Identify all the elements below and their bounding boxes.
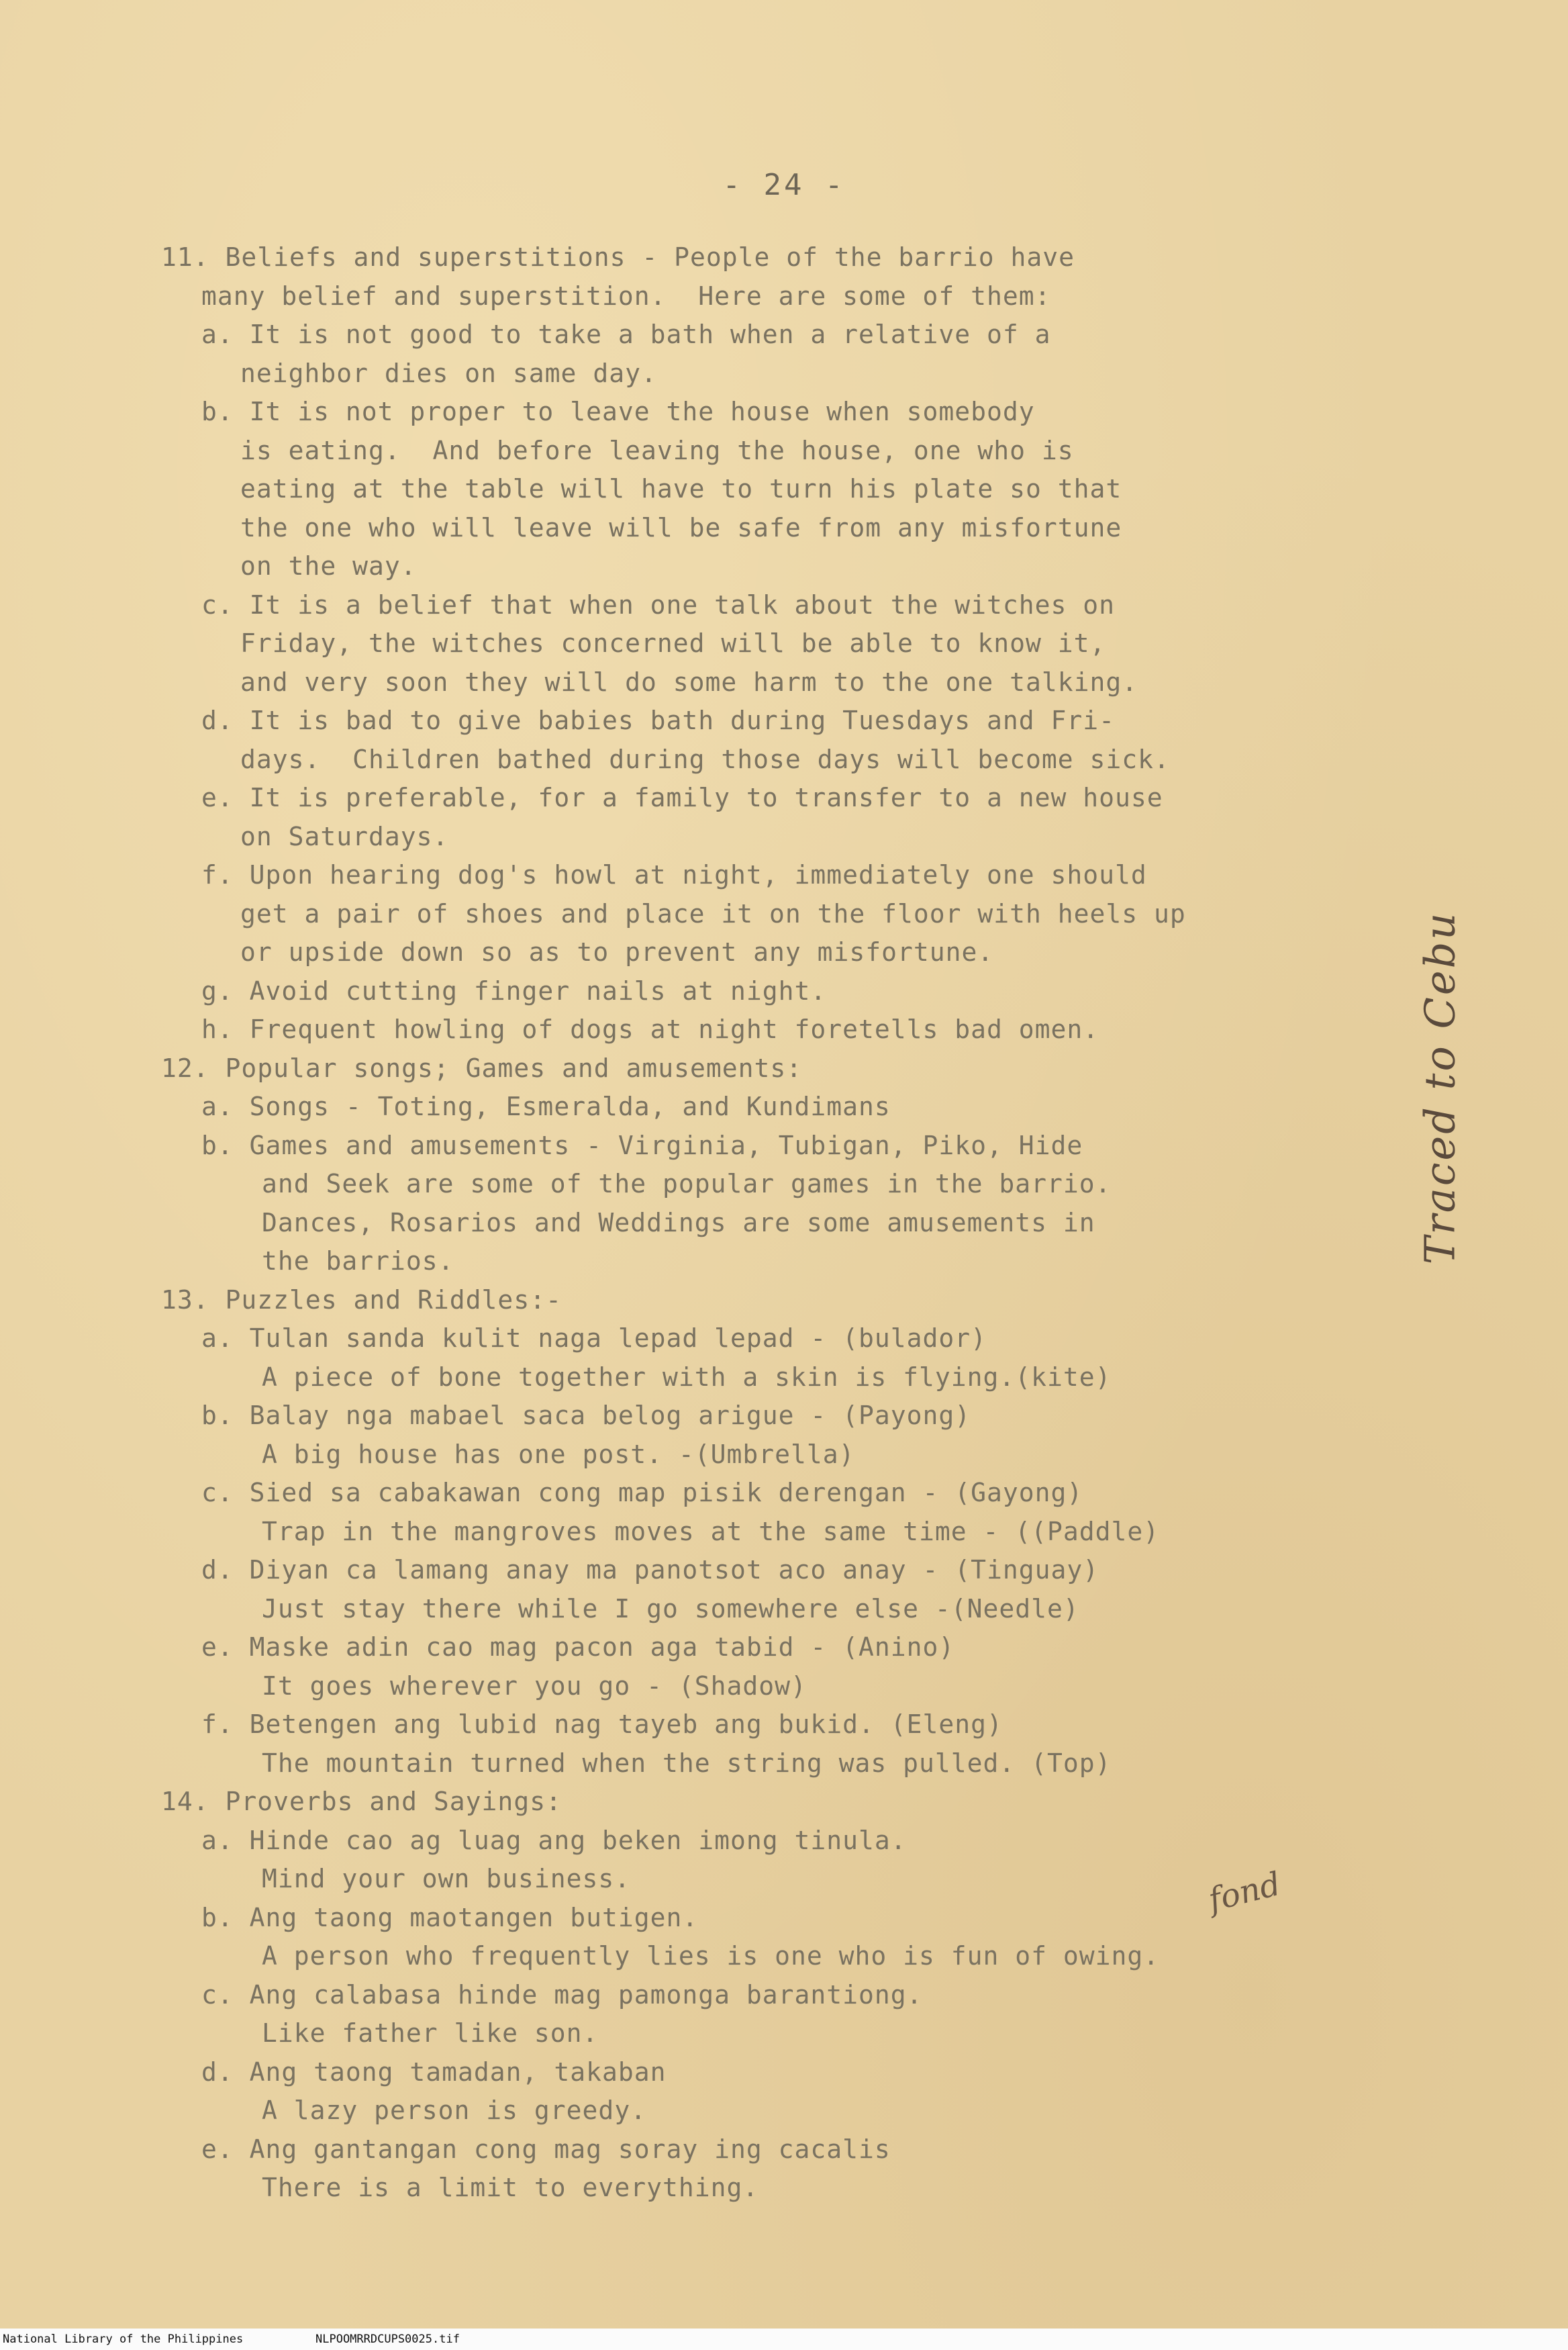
text-line: the one who will leave will be safe from any misfortune <box>240 512 1122 543</box>
text-line: c. Sied sa cabakawan cong map pisik derengan - (Gayong) <box>201 1478 1083 1507</box>
text-line: the barrios. <box>262 1246 454 1276</box>
text-line: d. Ang taong tamadan, takaban <box>201 2057 667 2087</box>
text-line: b. Balay nga mabael saca belog arigue - (Payong) <box>201 1401 971 1430</box>
section-heading: 11. Beliefs and superstitions - People of the barrio have <box>161 242 1075 272</box>
text-line: or upside down so as to prevent any misfortune. <box>240 937 994 967</box>
footer-source: National Library of the Philippines <box>3 2333 244 2346</box>
text-line: b. It is not proper to leave the house when somebody <box>201 397 1035 426</box>
text-line: Friday, the witches concerned will be able to know it, <box>240 628 1106 658</box>
margin-note-text: Traced to Cebu <box>1415 910 1465 1265</box>
text-line: many belief and superstition. Here are some of them: <box>201 281 1051 311</box>
text-line: Just stay there while I go somewhere else -(Needle) <box>262 1593 1079 1624</box>
text-line: A big house has one post. -(Umbrella) <box>262 1439 855 1469</box>
text-line: a. Hinde cao ag luag ang beken imong tinula. <box>201 1825 907 1855</box>
footer-filename: NLPOOMRRDCUPS0025.tif <box>315 2333 460 2346</box>
text-line: a. Tulan sanda kulit naga lepad lepad - (bulador) <box>201 1323 987 1353</box>
text-line: h. Frequent howling of dogs at night foretells bad omen. <box>201 1015 1099 1044</box>
text-line: The mountain turned when the string was pulled. (Top) <box>262 1748 1112 1778</box>
text-line: neighbor dies on same day. <box>240 358 657 388</box>
section-heading: 12. Popular songs; Games and amusements: <box>161 1053 803 1083</box>
text-line: c. It is a belief that when one talk about the witches on <box>201 590 1116 620</box>
text-line: A piece of bone together with a skin is flying.(kite) <box>262 1362 1112 1392</box>
text-line: and Seek are some of the popular games in the barrio. <box>262 1169 1112 1198</box>
text-line: a. It is not good to take a bath when a relative of a <box>201 320 1051 349</box>
text-line: eating at the table will have to turn his plate so that <box>240 474 1122 504</box>
handwritten-insert: fond <box>1204 1865 1285 1920</box>
text-line: A person who frequently lies is one who is fun of owing. <box>262 1941 1160 1971</box>
text-line: Mind your own business. <box>262 1864 631 1893</box>
text-line: Like father like son. <box>262 2018 599 2048</box>
section-heading: 13. Puzzles and Riddles:- <box>161 1284 562 1315</box>
text-line: g. Avoid cutting finger nails at night. <box>201 976 827 1006</box>
text-line: It goes wherever you go - (Shadow) <box>262 1671 807 1701</box>
text-line: f. Betengen ang lubid nag tayeb ang bukid. (Eleng) <box>201 1709 1003 1739</box>
text-line: b. Ang taong maotangen butigen. <box>201 1902 699 1932</box>
text-line: is eating. And before leaving the house, one who is <box>240 435 1074 465</box>
handwritten-margin-note <box>1400 853 1480 1323</box>
text-line: c. Ang calabasa hinde mag pamonga barantiong. <box>201 1979 923 2010</box>
text-line: d. Diyan ca lamang anay ma panotsot aco anay - (Tinguay) <box>201 1555 1099 1585</box>
text-line: e. It is preferable, for a family to transfer to a new house <box>201 783 1163 812</box>
scan-footer <box>0 2329 1568 2350</box>
text-line: on the way. <box>240 551 417 581</box>
text-line: days. Children bathed during those days will become sick. <box>240 744 1170 774</box>
text-line: e. Maske adin cao mag pacon aga tabid - (Anino) <box>201 1632 955 1662</box>
text-line: A lazy person is greedy. <box>262 2096 647 2125</box>
text-line: e. Ang gantangan cong mag soray ing cacalis <box>201 2134 891 2164</box>
text-line: d. It is bad to give babies bath during Tuesdays and Fri- <box>201 706 1116 735</box>
text-line: f. Upon hearing dog's howl at night, immediately one should <box>201 860 1147 890</box>
text-line: on Saturdays. <box>240 821 449 851</box>
text-line: b. Games and amusements - Virginia, Tubigan, Piko, Hide <box>201 1130 1083 1160</box>
text-line: There is a limit to everything. <box>262 2173 759 2202</box>
text-line: and very soon they will do some harm to the one talking. <box>240 667 1138 697</box>
text-line: Trap in the mangroves moves at the same time - ((Paddle) <box>262 1516 1160 1546</box>
section-heading: 14. Proverbs and Sayings: <box>161 1787 562 1816</box>
text-line: Dances, Rosarios and Weddings are some amusements in <box>262 1207 1095 1237</box>
text-line: a. Songs - Toting, Esmeralda, and Kundimans <box>201 1092 891 1121</box>
text-line: get a pair of shoes and place it on the floor with heels up <box>240 898 1186 929</box>
page-number: - 24 - <box>722 168 846 202</box>
